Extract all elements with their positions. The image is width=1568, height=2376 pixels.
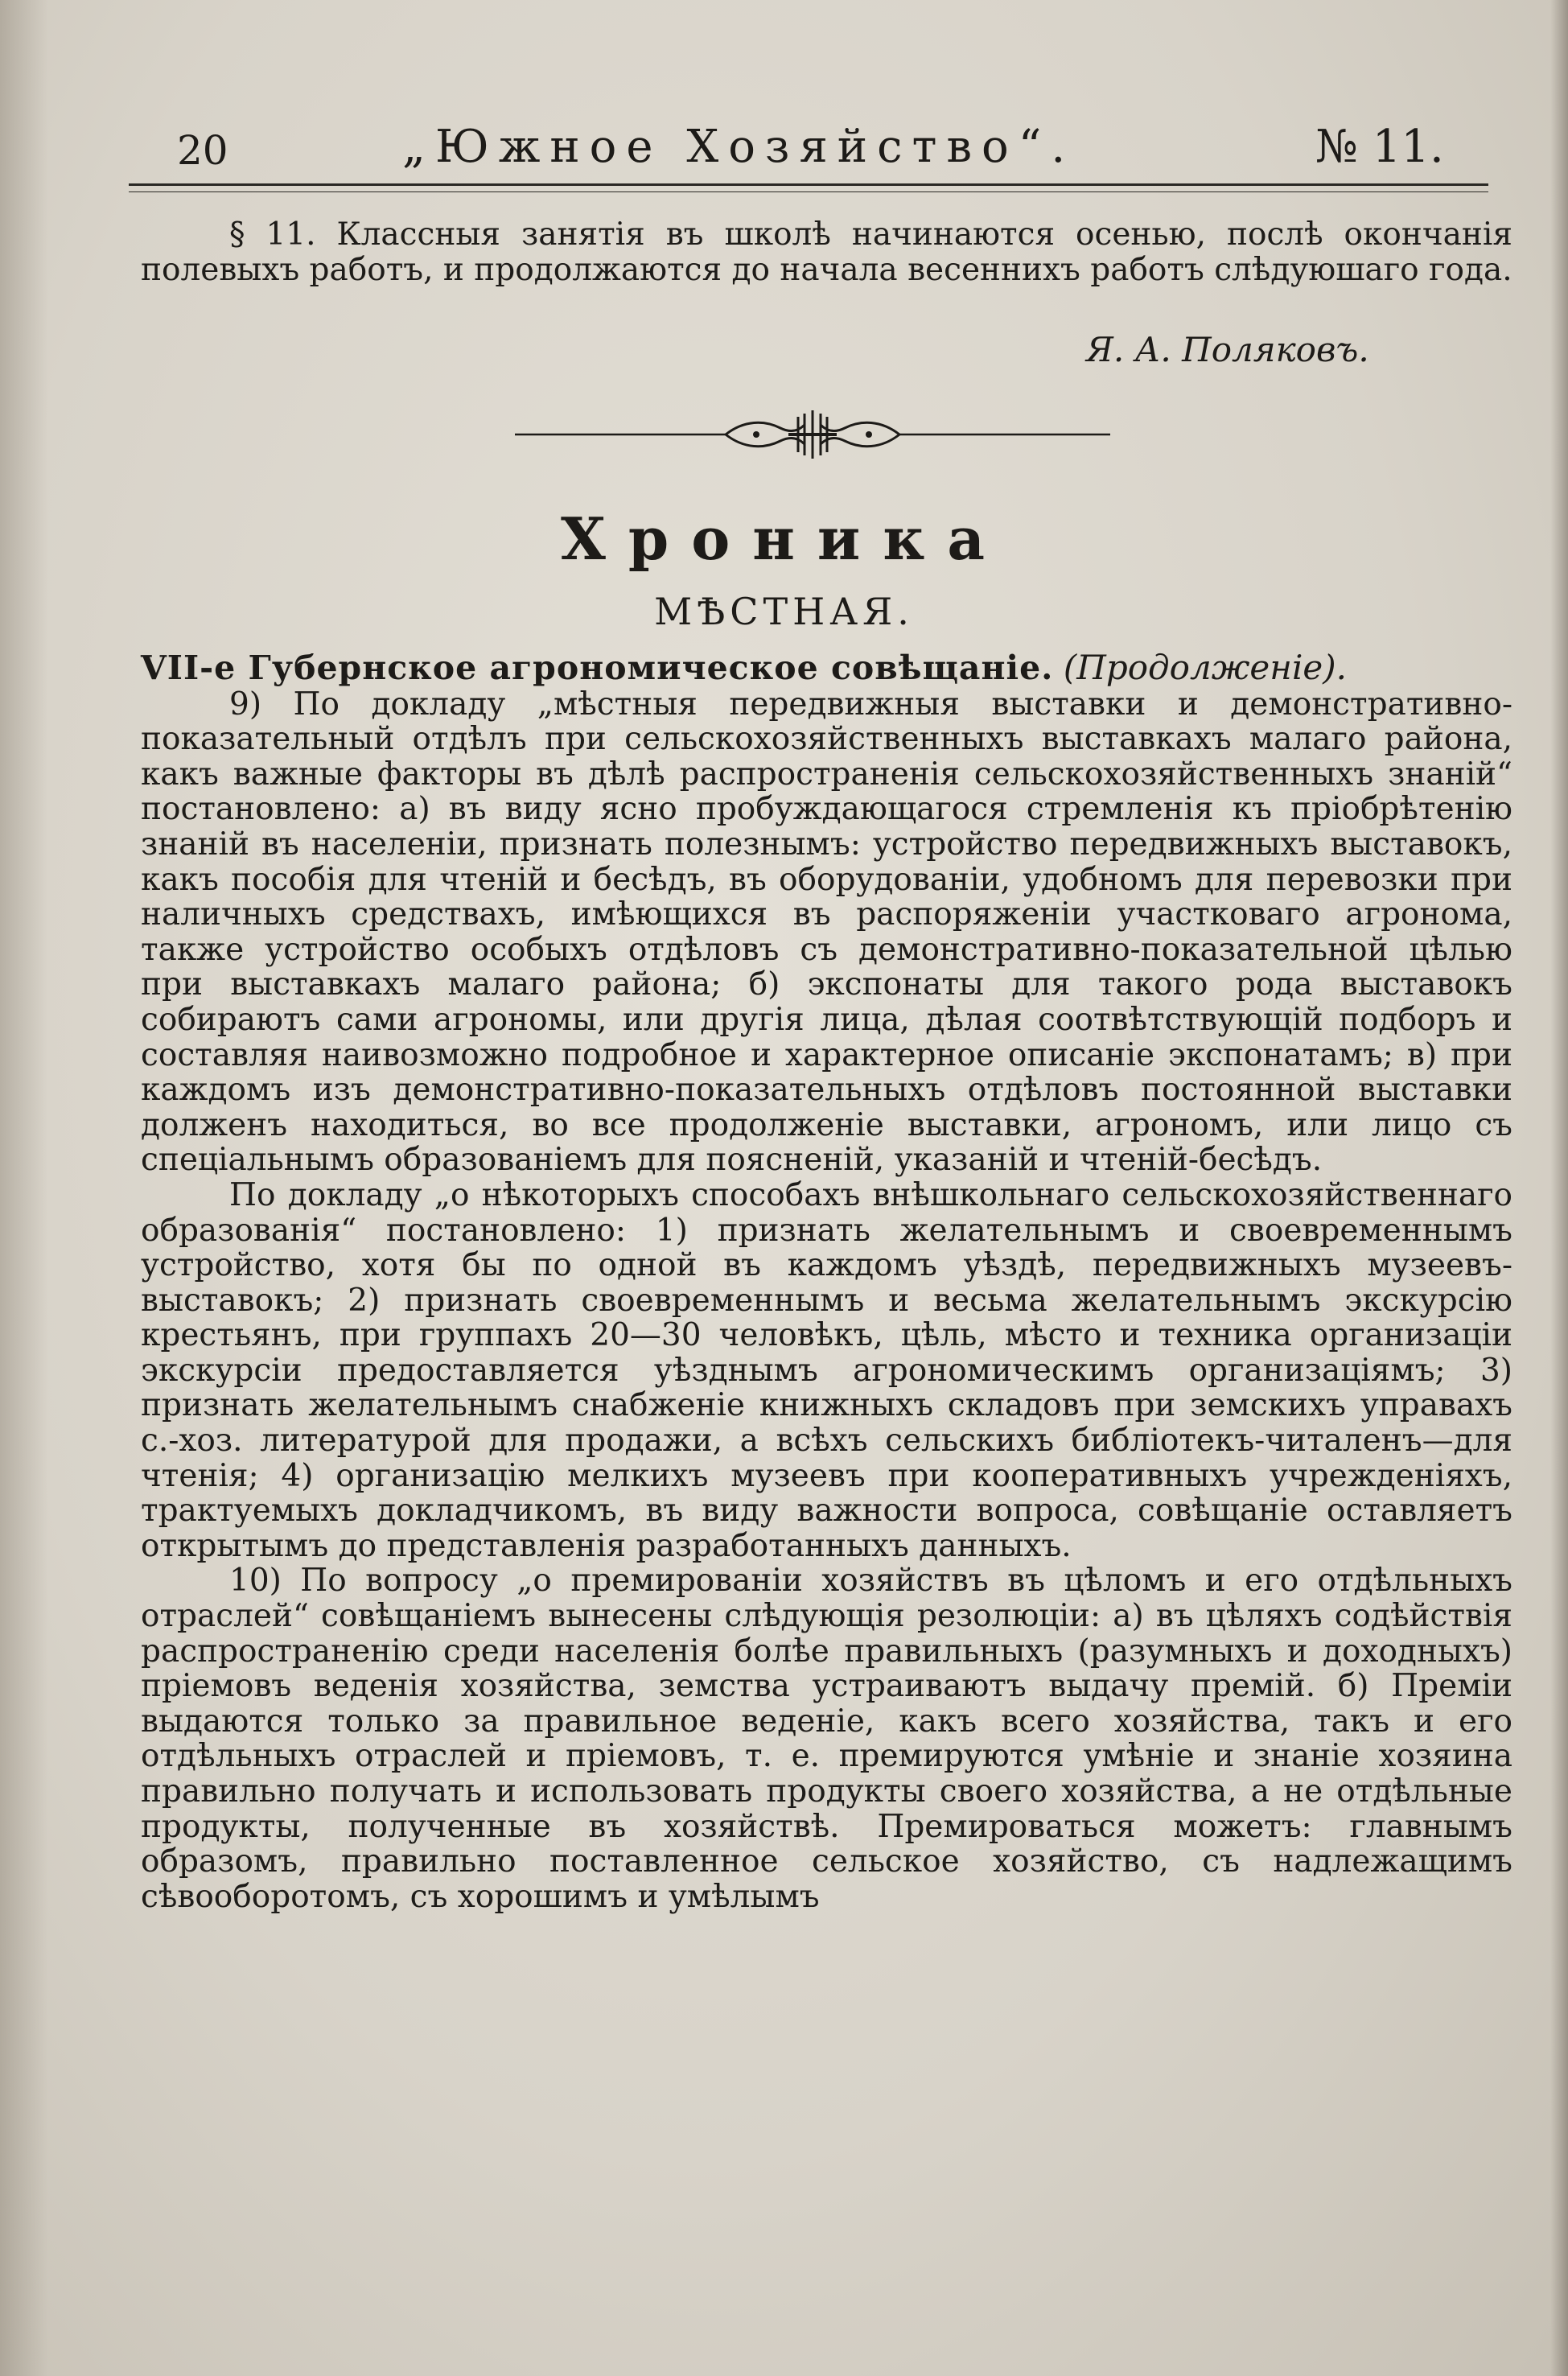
- article-continued-note: (Продолженіе).: [1063, 648, 1347, 687]
- article-paragraph: 10) По вопросу „о премированіи хозяйствъ въ цѣломъ и его отдѣльныхъ отраслей“ совѣщаніемъ вынесены слѣдующія резолюціи: а) въ цѣляхъ содѣйствія распространенію среди населенія болѣе правильныхъ (разумныхъ и доходныхъ) пріемовъ веденія хозяйства, земства устраиваютъ выдачу премій. б) Преміи выдаются только за правильное веденіе, какъ всего хозяйства, такъ и его отдѣльныхъ отраслей и пріемовъ, т. е. премируются умѣніе и знаніе хозяина правильно получать и использовать продукты своего хозяйства, а не отдѣльные продукты, полученные въ хозяйствѣ. Премироваться можетъ: главнымъ образомъ, правильно поставленное сельское хозяйство, съ надлежащимъ сѣвооборотомъ, съ хорошимъ и умѣлымъ: [141, 1563, 1512, 1915]
- article-body: [141, 650, 1512, 1914]
- section-title: Хроника: [561, 504, 1007, 573]
- header-rule-thick: [129, 183, 1488, 186]
- article-paragraph: По докладу „о нѣкоторыхъ способахъ внѣшкольнаго сельскохозяйственнаго образованія“ постановлено: 1) признать желательнымъ и своевременнымъ устройство, хотя бы по одной въ каждомъ уѣздѣ, передвижныхъ музеевъ-выставокъ; 2) признать своевременнымъ и весьма желательнымъ экскурсію крестьянъ, при группахъ 20—30 человѣкъ, цѣль, мѣсто и техника организаціи экскурсіи предоставляется уѣзднымъ агрономическимъ организаціямъ; 3) признать желательнымъ снабженіе книжныхъ складовъ при земскихъ управахъ с.-хоз. литературой для продажи, а всѣхъ сельскихъ библіотекъ-читаленъ—для чтенія; 4) организацію мелкихъ музеевъ при кооперативныхъ учрежденіяхъ, трактуемыхъ докладчикомъ, въ виду важности вопроса, совѣщаніе оставляетъ открытымъ до представленія разработанныхъ данныхъ.: [141, 1176, 1512, 1564]
- article-title: VII-е Губернское агрономическое совѣщаніе.: [141, 649, 1054, 687]
- header-rule-thin: [129, 191, 1488, 192]
- page-header: [141, 121, 1488, 177]
- article-paragraph: 9) По докладу „мѣстныя передвижныя выставки и демонстративно-показательный отдѣлъ при сельскохозяйственныхъ выставкахъ малаго района, какъ важные факторы въ дѣлѣ распространенія сельскохозяйственныхъ знаній“ постановлено: а) въ виду ясно пробуждающагося стремленія къ пріобрѣтенію знаній въ населеніи, признать полезнымъ: устройство передвижныхъ выставокъ, какъ пособія для чтеній и бесѣдъ, въ оборудованіи, удобномъ для перевозки при наличныхъ средствахъ, имѣющихся въ распоряженіи участковаго агронома, также устройство особыхъ отдѣловъ съ демонстративно-показательной цѣлью при выставкахъ малаго района; б) экспонаты для такого рода выставокъ собираютъ сами агрономы, или другія лица, дѣлая соотвѣтствующій подборъ и составляя наивозможно подробное и характерное описаніе экспонатамъ; в) при каждомъ изъ демонстративно-показательныхъ отдѣловъ постоянной выставки долженъ находиться, во все продолженіе выставки, агрономъ, или лицо съ спеціальнымъ образованіемъ для поясненій, указаній и чтеній-бесѣдъ.: [141, 686, 1512, 1179]
- page-shadow-left: [0, 0, 48, 2376]
- ornament-divider-icon: [515, 410, 1110, 459]
- previous-article-ending: [141, 217, 1512, 287]
- journal-title: „Южное Хозяйство“.: [402, 121, 1076, 173]
- author-signature: Я. А. Поляковъ.: [1086, 330, 1369, 369]
- section-subtitle: МѢСТНАЯ.: [654, 590, 914, 633]
- issue-number: № 11.: [1315, 121, 1444, 173]
- article-heading-line: [141, 650, 1512, 687]
- page-shadow-right: [1550, 0, 1568, 2376]
- page-number: 20: [177, 127, 228, 174]
- closing-paragraph: § 11. Классныя занятія въ школѣ начинаются осенью, послѣ окончанія полевыхъ работъ, и продолжаются до начала весеннихъ работъ слѣдуюшаго года.: [141, 216, 1512, 288]
